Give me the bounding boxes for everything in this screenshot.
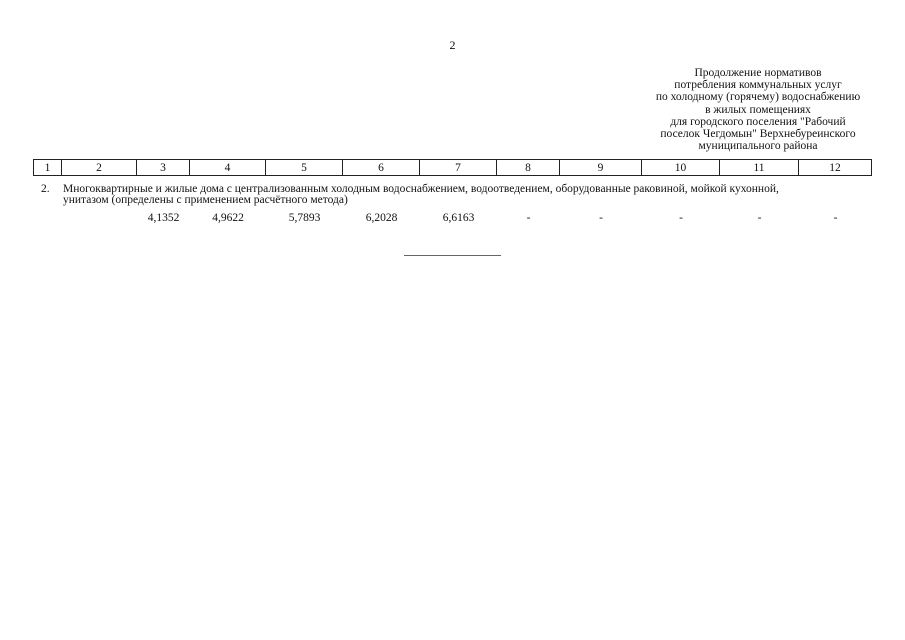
column-header-7: 7 — [420, 160, 497, 176]
value-col-6: 6,2028 — [365, 212, 398, 224]
heading-line: поселок Чегдомын" Верхнебуреинского — [660, 128, 856, 141]
row-description-line: унитазом (определены с применением расчётного метода) — [63, 194, 348, 206]
heading-line: муниципального района — [698, 140, 818, 153]
value-col-3: 4,1352 — [147, 212, 180, 224]
heading-line: для городского поселения "Рабочий — [670, 115, 846, 128]
value-col-12: - — [833, 212, 838, 224]
column-header-4: 4 — [190, 160, 266, 176]
heading-line: потребления коммунальных услуг — [674, 79, 842, 92]
heading-line: по холодному (горячему) водоснабжению — [655, 91, 861, 104]
row-description-line: Многоквартирные и жилые дома с централизованным холодным водоснабжением, водоотведением, оборудованные раковиной, мойкой кухонной, — [63, 183, 779, 195]
column-header-row — [34, 160, 872, 176]
column-header-6: 6 — [343, 160, 420, 176]
value-col-4: 4,9622 — [212, 212, 244, 224]
column-header-3: 3 — [137, 160, 190, 176]
value-col-8: - — [526, 212, 531, 224]
value-col-9: - — [599, 212, 603, 224]
column-header-8: 8 — [497, 160, 560, 176]
page-number: 2 — [449, 38, 456, 52]
value-col-7: 6,6163 — [442, 212, 475, 224]
column-number-table — [33, 159, 872, 176]
end-of-table-rule — [404, 255, 501, 256]
heading-line: в жилых помещениях — [705, 103, 811, 116]
heading-line: Продолжение нормативов — [694, 67, 822, 79]
column-header-2: 2 — [62, 160, 137, 176]
column-header-12: 12 — [799, 160, 872, 176]
column-header-5: 5 — [266, 160, 343, 176]
value-col-11: - — [757, 212, 762, 224]
column-header-9: 9 — [560, 160, 642, 176]
column-header-11: 11 — [720, 160, 799, 176]
continuation-heading — [630, 67, 886, 152]
value-col-10: - — [679, 212, 683, 224]
column-header-10: 10 — [642, 160, 720, 176]
value-col-5: 5,7893 — [288, 212, 321, 224]
column-header-1: 1 — [34, 160, 62, 176]
row-description — [63, 184, 873, 206]
row-number: 2. — [41, 183, 50, 195]
